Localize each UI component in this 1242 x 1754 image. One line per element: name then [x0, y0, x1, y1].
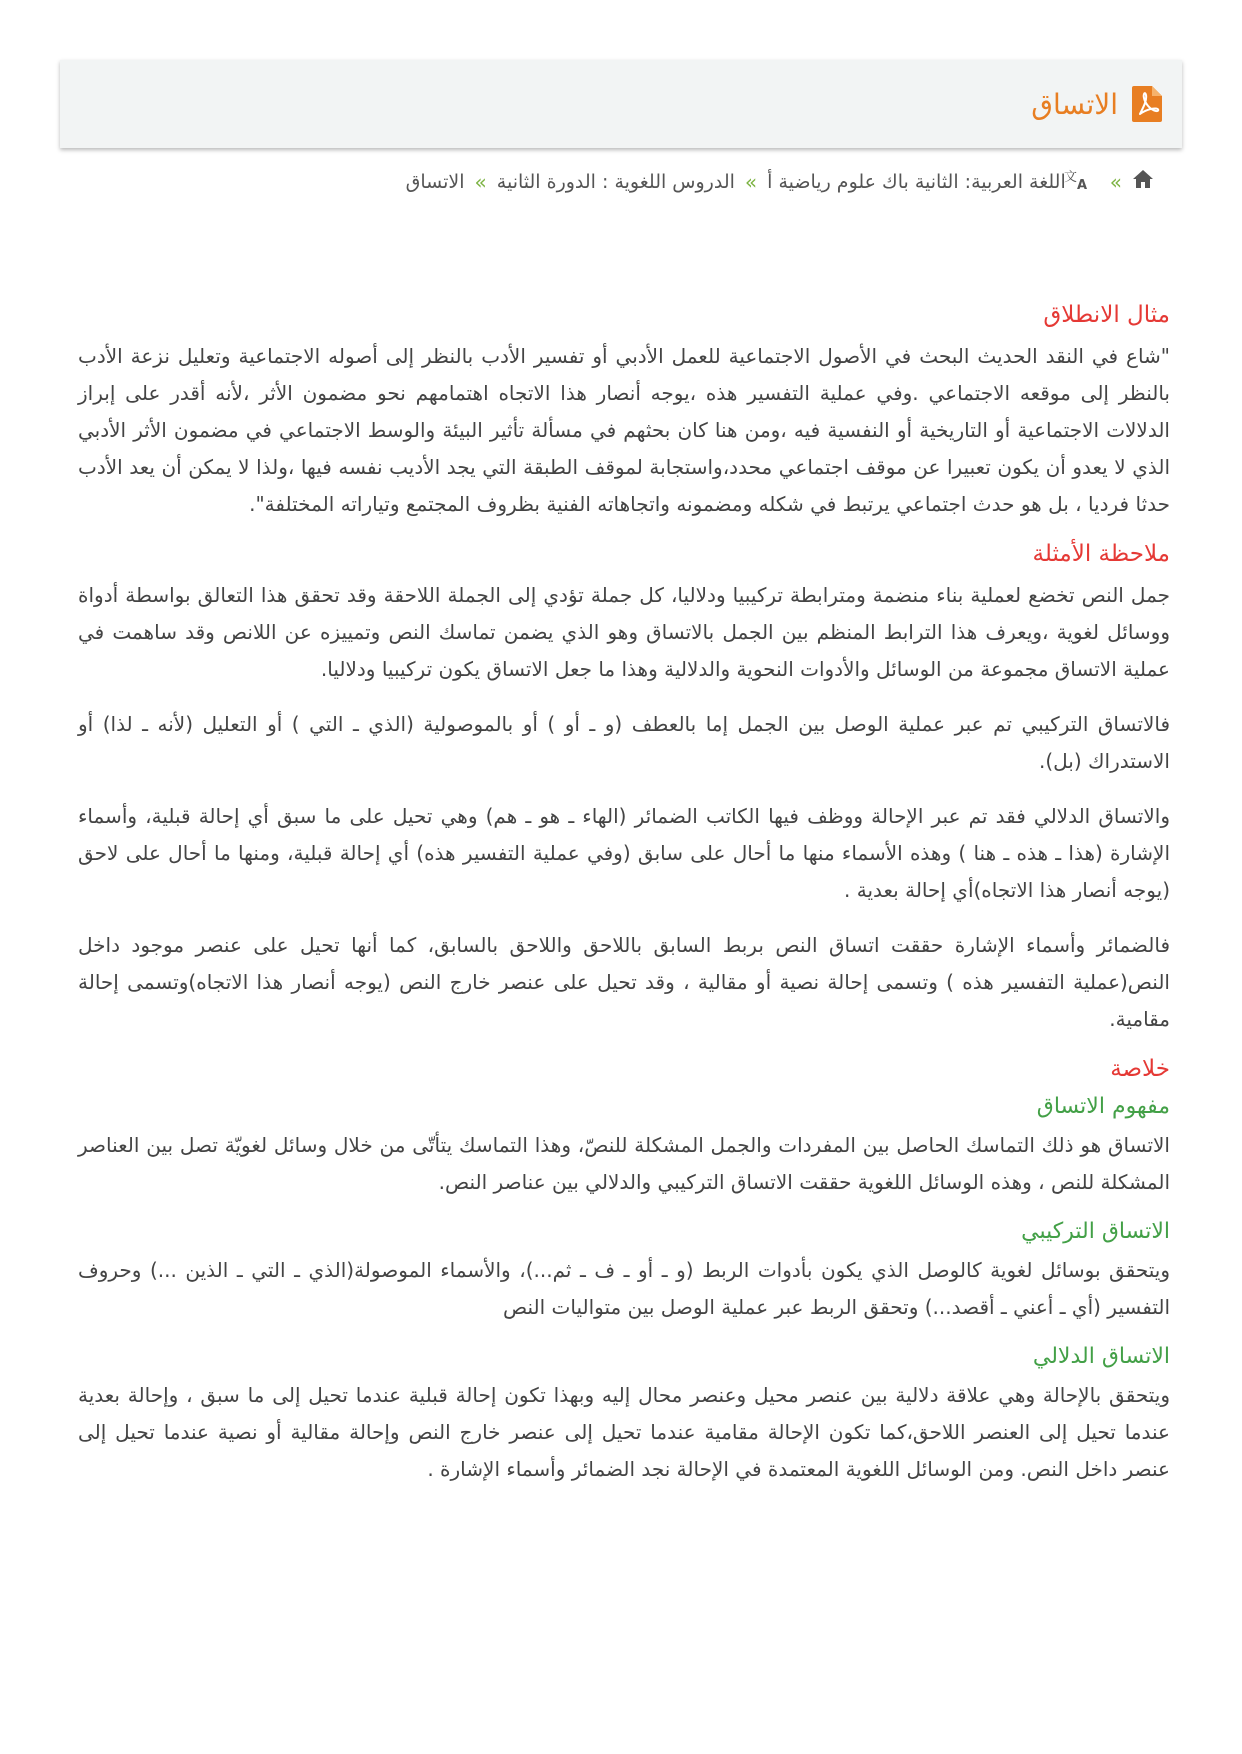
- svg-text:文: 文: [1063, 170, 1077, 185]
- notes-paragraph-4: فالضمائر وأسماء الإشارة حققت اتساق النص بربط السابق باللاحق واللاحق بالسابق، كما أنها تحيل على عنصر موجود داخل النص(عملية التفسير هذه ) وتسمى إحالة نصية أو مقالية ، وقد تحيل على عنصر خارج النص (يوجه أنصار هذا الاتجاه)وتسمى إحالة مقامية.: [78, 933, 1170, 1031]
- example-paragraph: "شاع في النقد الحديث البحث في الأصول الاجتماعية للعمل الأدبي أو تفسير الأدب بالنظر إلى أصوله الاجتماعية وتعليل نزعة الأدب بالنظر إلى موقعه الاجتماعي .وفي عملية التفسير هذه ،يوجه أنصار هذا الاتجاه اهتمامهم نحو مضمون الأثر ،لأنه أقدر على إبراز الدلالات الاجتماعية أو التاريخية أو النفسية فيه ،ومن هنا كان بحثهم في مسألة تأثير البيئة والوسط الاجتماعي في مضمون الأثر الأدبي الذي لا يعدو أن يكون تعبيرا عن موقف اجتماعي محدد،واستجابة لموقف الطبقة التي يجد الأديب نفسه فيها ،ولذا لا يمكن أن يعد الأدب حدثا فرديا ، بل هو حدث اجتماعي يرتبط في شكله ومضمونه واتجاهاته الفنية بظروف المجتمع وتياراته المختلفة".: [78, 344, 1170, 516]
- notes-paragraph-1: جمل النص تخضع لعملية بناء منضمة ومترابطة تركيبيا ودلاليا، كل جملة تؤدي إلى الجملة اللاحقة وقد تحقق هذا التعالق بواسطة أدواة ووسائل لغوية ،ويعرف هذا الترابط المنظم بين الجمل بالاتساق وهو الذي يضمن تماسك النص وتمييزه عن اللانص وقد ساهمت في عملية الاتساق مجموعة من الوسائل والأدوات النحوية والدلالية وهذا ما جعل الاتساق يكون تركيبيا ودلاليا.: [78, 583, 1170, 681]
- breadcrumb-item-current: الاتساق: [405, 170, 465, 193]
- page-header: [60, 60, 1182, 148]
- breadcrumb-separator: »: [1109, 169, 1122, 194]
- breadcrumb-item-subject[interactable]: اللغة العربية: الثانية باك علوم رياضية أ: [767, 170, 1066, 193]
- notes-paragraph-3: والاتساق الدلالي فقد تم عبر الإحالة ووظف فيها الكاتب الضمائر (الهاء ـ هو ـ هم) وهي تحيل على ما سبق أي إحالة قبلية، وأسماء الإشارة (هذا ـ هذه ـ هنا ) وهذه الأسماء منها ما أحال على سابق (وفي عملية التفسير هذه) أي إحالة قبلية، ومنها ما أحال على لاحق (يوجه أنصار هذا الاتجاه)أي إحالة بعدية .: [78, 804, 1170, 902]
- section-heading-notes: ملاحظة الأمثلة: [1032, 541, 1170, 567]
- subheading-cohesion-concept: مفهوم الاتساق: [1036, 1094, 1170, 1119]
- page-title: الاتساق: [1031, 87, 1118, 121]
- pdf-icon[interactable]: [1132, 86, 1162, 122]
- syntactic-cohesion-paragraph: ويتحقق بوسائل لغوية كالوصل الذي يكون بأدوات الربط (و ـ أو ـ ف ـ ثم...)، والأسماء الموصولة(الذي ـ التي ـ الذين ...) وحروف التفسير (أي ـ أعني ـ أقصد...) وتحقق الربط عبر عملية الوصل بين متواليات النص: [78, 1258, 1170, 1319]
- notes-paragraph-2: فالاتساق التركيبي تم عبر عملية الوصل بين الجمل إما بالعطف (و ـ أو ) أو بالموصولية (الذي ـ التي ) أو التعليل (لأنه ـ لذا) أو الاستدراك (بل).: [78, 712, 1170, 773]
- subheading-syntactic-cohesion: الاتساق التركيبي: [1021, 1219, 1170, 1244]
- breadcrumb-separator: »: [744, 169, 758, 194]
- breadcrumb: [406, 168, 1154, 195]
- section-heading-example: مثال الانطلاق: [1043, 302, 1170, 328]
- subheading-semantic-cohesion: الاتساق الدلالي: [1032, 1344, 1170, 1369]
- cohesion-concept-paragraph: الاتساق هو ذلك التماسك الحاصل بين المفردات والجمل المشكلة للنصّ، وهذا التماسك يتأتّى من خلال وسائل لغويّة تصل بين العناصر المشكلة للنص ، وهذه الوسائل اللغوية حققت الاتساق التركيبي والدلالي بين عناصر النص.: [78, 1133, 1170, 1194]
- breadcrumb-item-lessons[interactable]: الدروس اللغوية : الدورة الثانية: [496, 170, 735, 193]
- lesson-content: [78, 288, 1170, 1506]
- breadcrumb-separator: »: [474, 169, 487, 194]
- semantic-cohesion-paragraph: ويتحقق بالإحالة وهي علاقة دلالية بين عنصر محيل وعنصر محال إليه وبهذا تكون إحالة قبلية عندما تحيل إلى ما سبق ، وإحالة بعدية عندما تحيل إلى العنصر اللاحق،كما تكون الإحالة مقامية عندما تحيل إلى عنصر خارج النص وإحالة مقالية أو نصية عندما تحيل إلى عنصر داخل النص. ومن الوسائل اللغوية المعتمدة في الإحالة نجد الضمائر وأسماء الإشارة .: [78, 1383, 1170, 1481]
- svg-text:A: A: [1076, 178, 1087, 193]
- section-heading-summary: خلاصة: [1110, 1056, 1170, 1082]
- home-icon[interactable]: [1132, 169, 1154, 194]
- translate-icon: [1063, 168, 1100, 195]
